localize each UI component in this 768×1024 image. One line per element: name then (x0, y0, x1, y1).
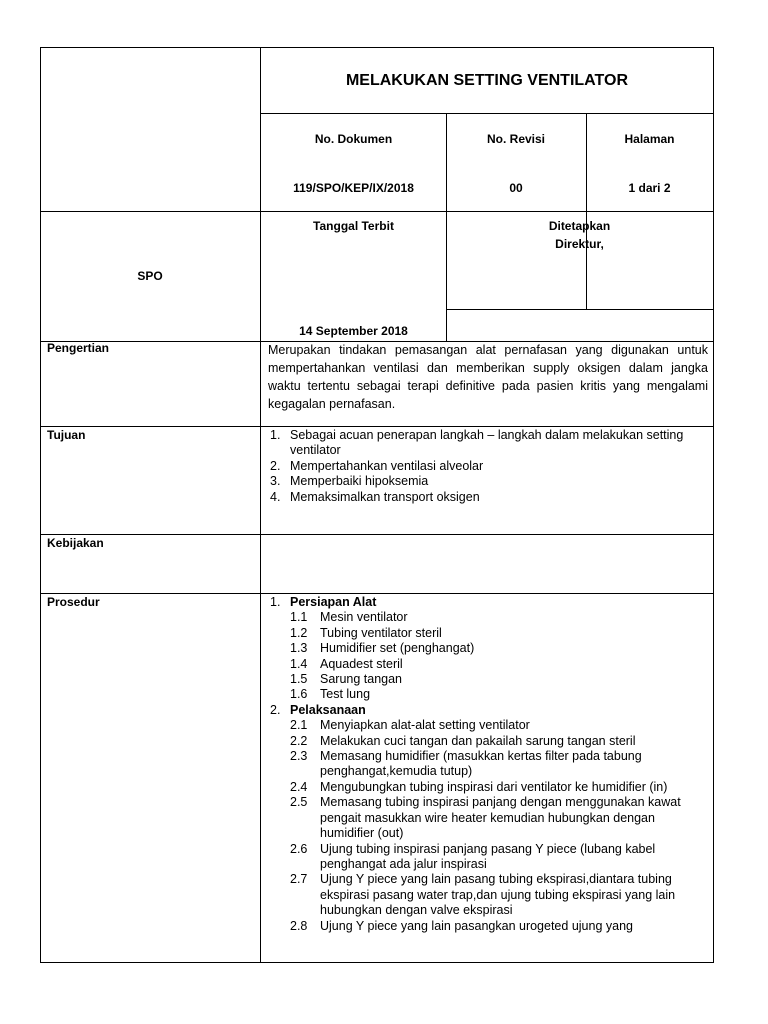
list-text: Ujung Y piece yang lain pasang tubing ekspirasi,diantara tubing ekspirasi pasang water trap,dan ujung tubing ekspirasi yang lain hubungkan dengan valve ekspirasi (320, 872, 676, 918)
title-divider (261, 113, 713, 114)
pengertian-label: Pengertian (47, 341, 110, 355)
list-number: 2. (270, 702, 281, 717)
list-number: 1.5 (290, 672, 308, 687)
list-text: Melakukan cuci tangan dan pakailah sarung tangan steril (320, 733, 636, 748)
list-item (270, 641, 710, 656)
list-number: 1.3 (290, 641, 308, 656)
list-item (270, 672, 710, 687)
list-number: 1. (270, 595, 281, 609)
row-divider-tujuan (40, 426, 714, 427)
list-number: 1.2 (290, 625, 308, 640)
list-item (270, 749, 710, 780)
kebijakan-label: Kebijakan (47, 536, 104, 550)
list-item (270, 734, 710, 749)
revision-value: 00 (509, 181, 523, 195)
list-text: Memaksimalkan transport oksigen (290, 489, 480, 504)
list-number: 2.3 (290, 749, 308, 764)
list-number: 4. (270, 489, 281, 504)
doc-number-value: 119/SPO/KEP/IX/2018 (293, 181, 414, 195)
list-item (270, 459, 710, 474)
prosedur-label: Prosedur (47, 595, 100, 609)
list-item (270, 657, 710, 672)
list-text: Aquadest steril (320, 656, 403, 671)
list-item (270, 718, 710, 733)
list-number: 1.4 (290, 656, 308, 671)
list-item (270, 795, 710, 841)
list-text: Test lung (320, 687, 371, 702)
list-number: 2.5 (290, 795, 308, 810)
list-text: Mempertahankan ventilasi alveolar (290, 458, 484, 473)
doc-info-divider (40, 211, 714, 212)
section-title: Persiapan Alat (290, 595, 377, 609)
row-divider-kebijakan (40, 534, 714, 535)
list-item (270, 610, 710, 625)
list-number: 1.1 (290, 610, 308, 625)
rev-page-divider (586, 113, 587, 211)
list-text: Ujung tubing inspirasi panjang pasang Y piece (lubang kabel penghangat ada jalur inspirasi (320, 841, 656, 871)
list-item (270, 490, 710, 505)
list-number: 1.6 (290, 687, 308, 702)
list-text: Sebagai acuan penerapan langkah – langkah dalam melakukan setting ventilator (290, 428, 684, 458)
row-divider-prosedur (40, 593, 714, 594)
list-item (270, 428, 710, 459)
section-heading (270, 703, 710, 718)
set-by: Direktur, (555, 237, 604, 251)
set-bottom-divider (446, 309, 713, 310)
frame-bottom (40, 962, 714, 963)
list-number: 2.6 (290, 841, 308, 856)
frame-right (713, 47, 714, 963)
list-item (270, 872, 710, 918)
doc-number-label: No. Dokumen (314, 132, 393, 146)
revision-label: No. Revisi (486, 132, 546, 146)
page-value: 1 dari 2 (628, 181, 671, 195)
list-text: Tubing ventilator steril (320, 625, 442, 640)
list-text: Memperbaiki hipoksemia (290, 474, 429, 489)
issue-date-label: Tanggal Terbit (313, 219, 394, 233)
list-text: Mengubungkan tubing inspirasi dari ventilator ke humidifier (in) (320, 779, 668, 794)
list-number: 2.7 (290, 872, 308, 887)
prosedur-list (270, 595, 710, 934)
list-item (270, 626, 710, 641)
page-label: Halaman (624, 132, 675, 146)
issue-date: 14 September 2018 (299, 324, 408, 338)
spo-label: SPO (137, 269, 163, 283)
list-text: Sarung tangan (320, 672, 403, 687)
list-number: 2.2 (290, 733, 308, 748)
doc-rev-divider (446, 113, 447, 211)
list-number: 2.1 (290, 718, 308, 733)
list-text: Humidifier set (penghangat) (320, 641, 475, 656)
list-number: 2. (270, 458, 281, 473)
list-text: Memasang humidifier (masukkan kertas filter pada tabung penghangat,kemudia tutup) (320, 749, 642, 779)
list-text: Menyiapkan alat-alat setting ventilator (320, 718, 530, 733)
list-item (270, 919, 710, 934)
list-number: 2.8 (290, 918, 308, 933)
tujuan-label: Tujuan (47, 428, 86, 442)
set-label: Ditetapkan (548, 219, 611, 233)
document-title: MELAKUKAN SETTING VENTILATOR (345, 72, 629, 89)
list-number: 3. (270, 474, 281, 489)
pengertian-text: Merupakan tindakan pemasangan alat pernafasan yang digunakan untuk mempertahankan ventilasi dan memberikan supply oksigen dalam jangka waktu tertentu sebagai terapi definitive pada pasien kritis yang mengalami kegagalan pernafasan. (268, 343, 708, 411)
tujuan-list (270, 428, 710, 505)
list-text: Memasang tubing inspirasi panjang dengan menggunakan kawat pengait masukkan wire heater kemudian hubungkan dengan humidifier (out) (320, 795, 681, 841)
frame-top (40, 47, 714, 48)
list-number: 2.4 (290, 779, 308, 794)
list-item (270, 842, 710, 873)
frame-left (40, 47, 41, 963)
section-heading (270, 595, 710, 610)
list-text: Mesin ventilator (320, 610, 408, 625)
list-item (270, 474, 710, 489)
list-text: Ujung Y piece yang lain pasangkan urogeted ujung yang (320, 918, 633, 933)
list-number: 1. (270, 428, 281, 442)
list-item (270, 687, 710, 702)
list-item (270, 780, 710, 795)
section-title: Pelaksanaan (290, 702, 366, 717)
